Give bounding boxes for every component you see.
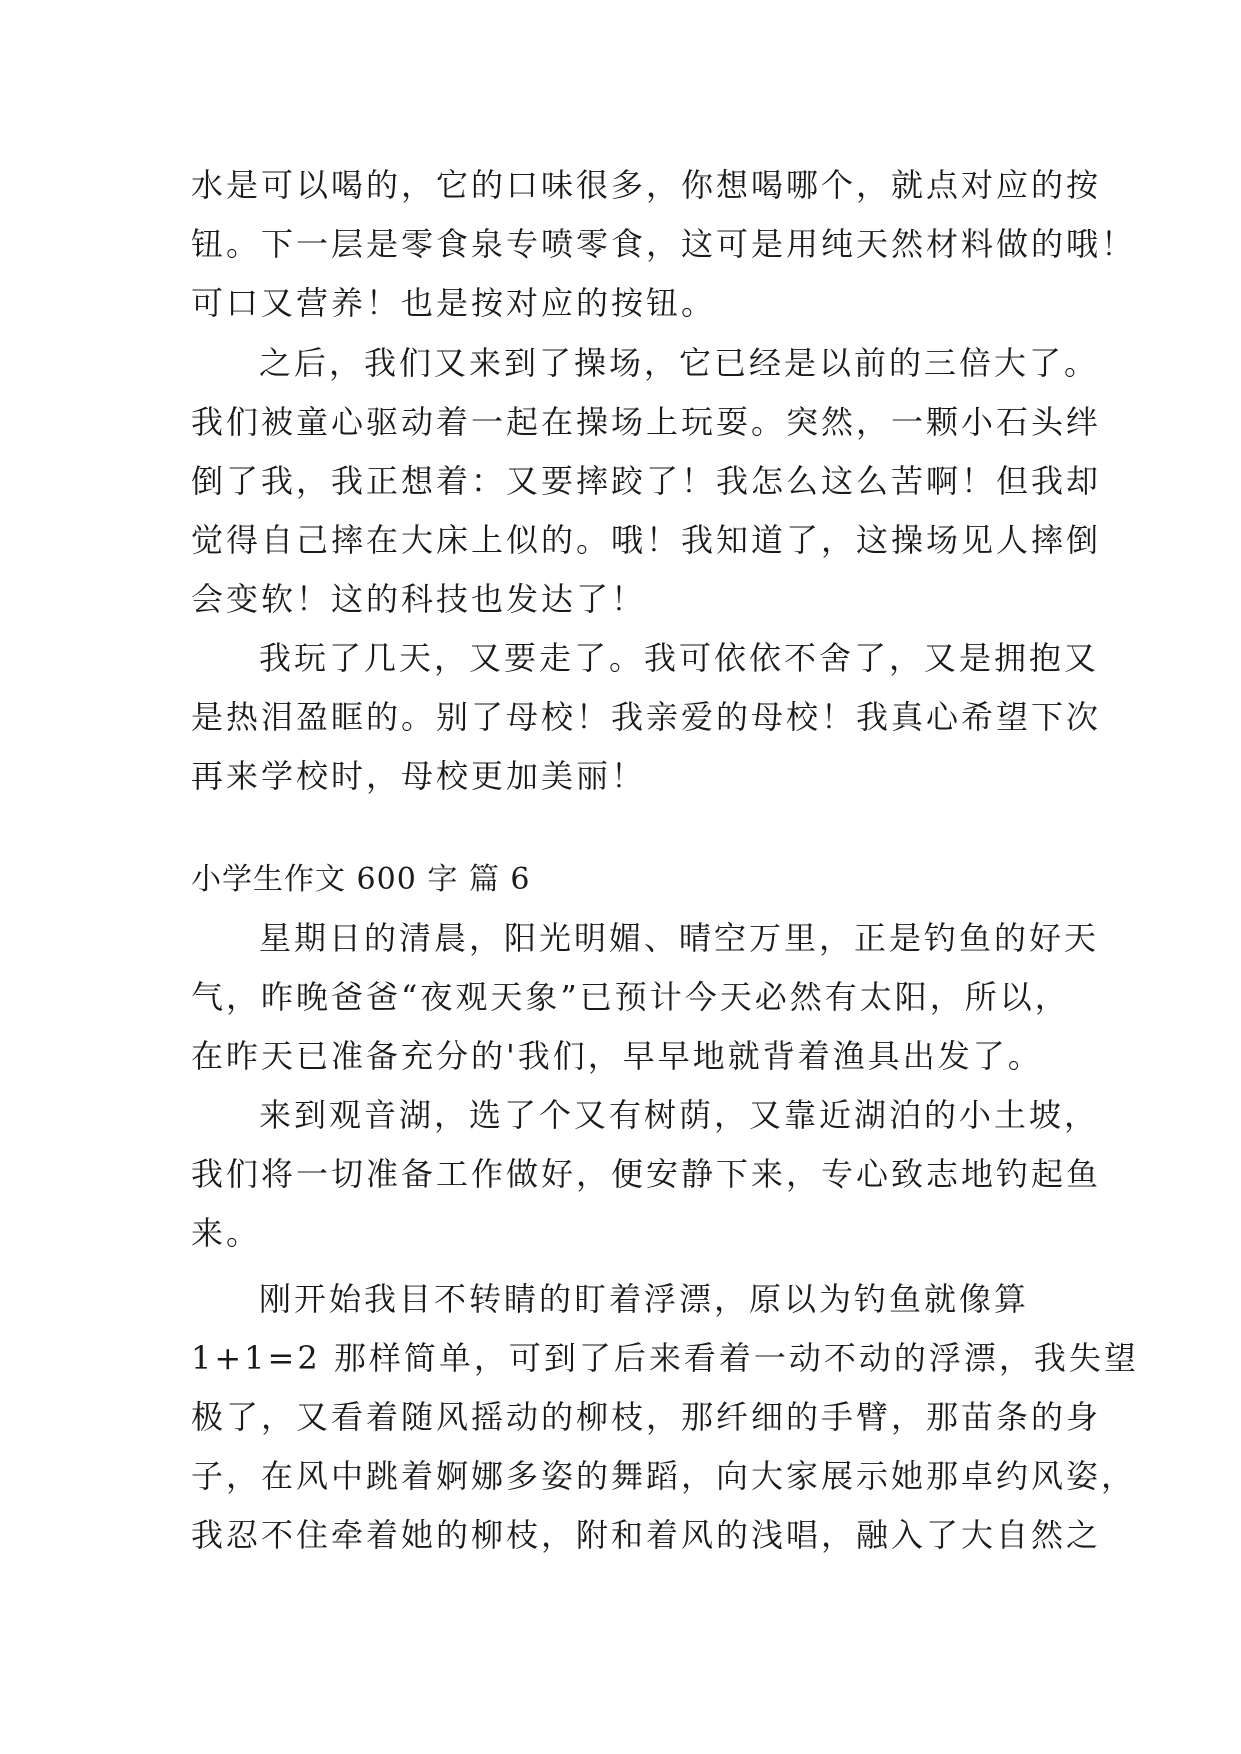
text-line: 在昨天已准备充分的'我们，早早地就背着渔具出发了。 bbox=[191, 1037, 1043, 1075]
text-line: 子，在风中跳着婀娜多姿的舞蹈，向大家展示她那卓约风姿， bbox=[191, 1457, 1137, 1495]
text-line: 我们将一切准备工作做好，便安静下来，专心致志地钓起鱼 bbox=[191, 1155, 1102, 1193]
text-line: 倒了我，我正想着：又要摔跤了！我怎么这么苦啊！但我却 bbox=[191, 462, 1102, 500]
text-line: 极了，又看着随风摇动的柳枝，那纤细的手臂，那苗条的身 bbox=[191, 1398, 1102, 1436]
text-line: 是热泪盈眶的。别了母校！我亲爱的母校！我真心希望下次 bbox=[191, 698, 1102, 736]
text-line: 我玩了几天，又要走了。我可依依不舍了，又是拥抱又 bbox=[259, 639, 1100, 677]
text-line: 来。 bbox=[191, 1214, 262, 1252]
text-line: 我们被童心驱动着一起在操场上玩耍。突然，一颗小石头绊 bbox=[191, 403, 1102, 441]
text-line: 可口又营养！也是按对应的按钮。 bbox=[191, 284, 717, 322]
text-line: 水是可以喝的，它的口味很多，你想喝哪个，就点对应的按 bbox=[191, 166, 1102, 204]
text-line: 来到观音湖，选了个又有树荫，又靠近湖泊的小土坡， bbox=[259, 1096, 1100, 1134]
section-heading: 小学生作文 600 字 篇 6 bbox=[191, 862, 531, 897]
text-line: 钮。下一层是零食泉专喷零食，这可是用纯天然材料做的哦！ bbox=[191, 225, 1137, 263]
text-line: 再来学校时，母校更加美丽！ bbox=[191, 757, 647, 795]
text-line: 刚开始我目不转睛的盯着浮漂，原以为钓鱼就像算 bbox=[259, 1280, 1030, 1318]
text-line: 我忍不住牵着她的柳枝，附和着风的浅唱，融入了大自然之 bbox=[191, 1516, 1102, 1554]
text-line: 1+1=2 那样简单，可到了后来看着一动不动的浮漂，我失望 bbox=[191, 1339, 1139, 1377]
text-line: 之后，我们又来到了操场，它已经是以前的三倍大了。 bbox=[259, 344, 1100, 382]
text-line: 会变软！这的科技也发达了！ bbox=[191, 580, 647, 618]
text-line: 星期日的清晨，阳光明媚、晴空万里，正是钓鱼的好天 bbox=[259, 919, 1100, 957]
text-line: 觉得自己摔在大床上似的。哦！我知道了，这操场见人摔倒 bbox=[191, 521, 1102, 559]
text-line: 气，昨晚爸爸“夜观天象”已预计今天必然有太阳，所以， bbox=[191, 978, 1070, 1016]
